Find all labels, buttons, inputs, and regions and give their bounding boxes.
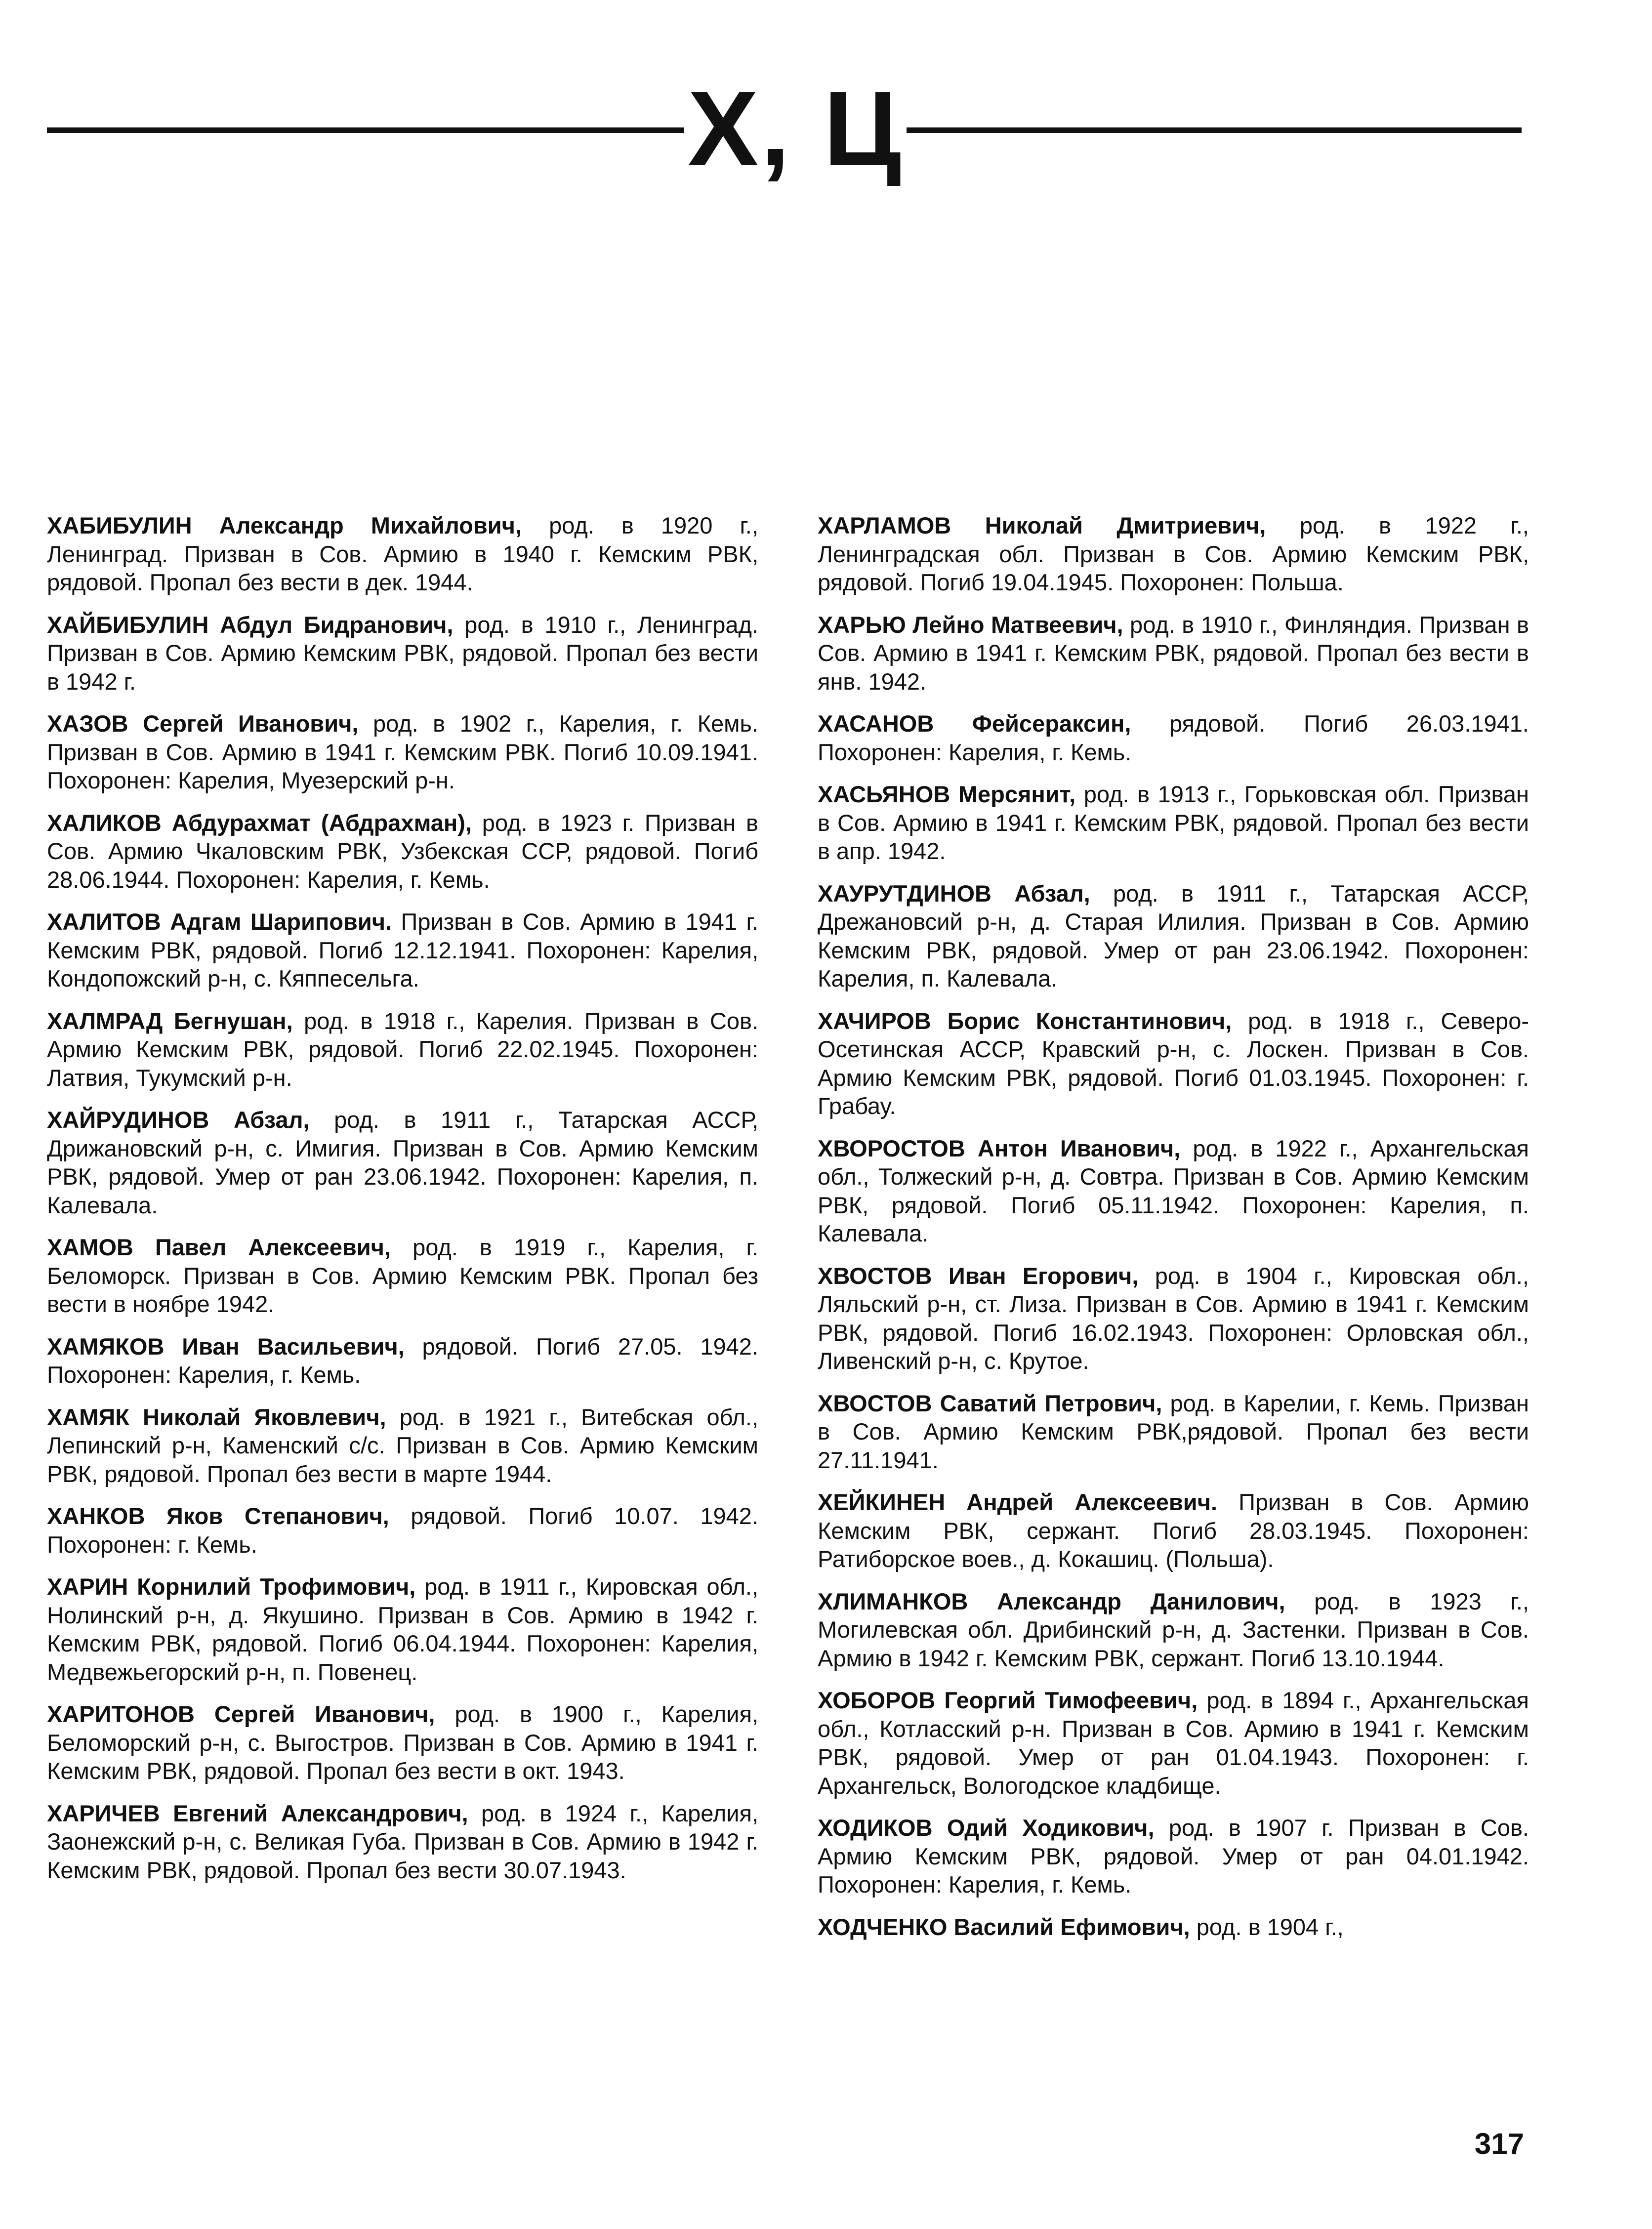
entry	[818, 1007, 1529, 1120]
section-header	[47, 69, 1522, 188]
section-letters: Х, Ц	[688, 69, 903, 188]
entry	[47, 1572, 758, 1686]
entry-name: ХАРИЧЕВ Евгений Александрович,	[47, 1800, 468, 1826]
entry	[47, 611, 758, 696]
entry-text: род. в 1910 г., Финляндия. Призван в Сов. Армию в 1941 г. Кемским РВК, рядовой. Пропал без вести в янв. 1942.	[818, 611, 1529, 695]
entry	[818, 611, 1529, 696]
header-rule-right	[907, 127, 1522, 133]
entry-text: род. в 1923 г. Призван в Сов. Армию Чкаловским РВК, Узбекская ССР, рядовой. Погиб 28.06.1944. Похоронен: Карелия, г. Кемь.	[47, 809, 758, 893]
entry-name: ХВОСТОВ Саватий Петрович,	[818, 1390, 1162, 1416]
entry-name: ХАСЬЯНОВ Мерсянит,	[818, 781, 1076, 807]
entry	[47, 511, 758, 597]
entry-text: род. в 1902 г., Карелия, г. Кемь. Призван в Сов. Армию в 1941 г. Кемским РВК. Погиб 10.09.1941. Похоронен: Карелия, Муезерский р-н.	[47, 710, 758, 793]
entry-text: рядовой. Погиб 27.05. 1942. Похоронен: Карелия, г. Кемь.	[47, 1333, 758, 1388]
entry-name: ХАЧИРОВ Борис Константинович,	[818, 1007, 1232, 1034]
entry	[47, 1106, 758, 1219]
entry	[818, 879, 1529, 993]
entry-text: род. в 1922 г., Ленинградская обл. Призван в Сов. Армию Кемским РВК, рядовой. Погиб 19.04.1945. Похоронен: Польша.	[818, 512, 1529, 595]
entry-name: ХАМЯК Николай Яковлевич,	[47, 1403, 386, 1430]
entry-name: ХАРЛАМОВ Николай Дмитриевич,	[818, 512, 1266, 538]
entry-name: ХОДЧЕНКО Василий Ефимович,	[818, 1913, 1190, 1940]
entry	[818, 709, 1529, 766]
entry	[818, 780, 1529, 866]
entry-name: ХАЗОВ Сергей Иванович,	[47, 710, 359, 737]
entry-name: ХАЛИТОВ Адгам Шарипович.	[47, 908, 392, 935]
header-rule-left	[47, 127, 684, 133]
entry-text: род. в 1913 г., Горьковская обл. Призван в Сов. Армию в 1941 г. Кемским РВК, рядовой. Пропал без вести в апр. 1942.	[818, 781, 1529, 864]
entry	[818, 1262, 1529, 1375]
entry-name: ХАСАНОВ Фейсераксин,	[818, 710, 1131, 737]
entry-text: род. в 1900 г., Карелия, Беломорский р-н, с. Выгостров. Призван в Сов. Армию в 1941 г. Кемским РВК, рядовой. Пропал без вести в окт. 1943.	[47, 1701, 758, 1784]
entry-text: род. в 1918 г., Северо-Осетинская АССР, Кравский р-н, с. Лоскен. Призван в Сов. Армию Кемским РВК, рядовой. Погиб 01.03.1945. Похоронен: г. Грабау.	[818, 1007, 1529, 1119]
entry-text: род. в 1911 г., Татарская АССР, Дрижановский р-н, с. Имигия. Призван в Сов. Армию Кемским РВК, рядовой. Умер от ран 23.06.1942. Похоронен: Карелия, п. Калевала.	[47, 1107, 759, 1218]
entry	[818, 1686, 1529, 1800]
entry-name: ХАЙБИБУЛИН Абдул Бидранович,	[47, 611, 454, 638]
entry-name: ХАЛМРАД Бегнушан,	[47, 1007, 293, 1034]
entry	[47, 809, 758, 894]
entry-name: ХАБИБУЛИН Александр Михайлович,	[47, 512, 522, 538]
entry	[818, 1814, 1529, 1899]
right-column	[818, 511, 1529, 1955]
entry	[818, 1913, 1529, 1941]
entry-name: ХАНКОВ Яков Степанович,	[47, 1503, 389, 1529]
left-column	[47, 511, 758, 1898]
entry-text: род. в 1894 г., Архангельская обл., Котласский р-н. Призван в Сов. Армию в 1941 г. Кемским РВК, рядовой. Умер от ран 01.04.1943. Похоронен: г. Архангельск, Вологодское кладбище.	[818, 1687, 1529, 1799]
entry-text: род. в 1911 г., Кировская обл., Нолинский р-н, д. Якушино. Призван в Сов. Армию в 1942 г. Кемским РВК, рядовой. Погиб 06.04.1944. Похоронен: Карелия, Медвежьегорский р-н, п. Повенец.	[47, 1573, 758, 1685]
entry-name: ХАЙРУДИНОВ Абзал,	[47, 1107, 310, 1133]
entry-name: ХАРЬЮ Лейно Матвеевич,	[818, 611, 1123, 638]
entry-name: ХВОРОСТОВ Антон Иванович,	[818, 1135, 1181, 1161]
entry	[818, 1389, 1529, 1475]
entry	[818, 1488, 1529, 1573]
entry-name: ХАЛИКОВ Абдурахмат (Абдрахман),	[47, 809, 472, 836]
entry-text: род. в 1924 г., Карелия, Заонежский р-н, с. Великая Губа. Призван в Сов. Армию в 1942 г. Кемским РВК, рядовой. Пропал без вести 30.07.1943.	[47, 1800, 758, 1883]
entry	[47, 1007, 758, 1092]
entry	[47, 1233, 758, 1319]
entry-text: род. в 1921 г., Витебская обл., Лепинский р-н, Каменский с/с. Призван в Сов. Армию Кемским РВК, рядовой. Пропал без вести в марте 1944.	[47, 1403, 758, 1487]
entry	[47, 908, 758, 993]
entry-name: ХАУРУТДИНОВ Абзал,	[818, 880, 1090, 907]
entry-text: рядовой. Погиб 26.03.1941. Похоронен: Карелия, г. Кемь.	[818, 710, 1529, 765]
entry-text: род. в 1922 г., Архангельская обл., Толжеский р-н, д. Совтра. Призван в Сов. Армию Кемским РВК, рядовой. Погиб 05.11.1942. Похоронен: Карелия, п. Калевала.	[818, 1135, 1529, 1246]
entry-name: ХАРИН Корнилий Трофимович,	[47, 1573, 416, 1600]
entry-text: род. в 1918 г., Карелия. Призван в Сов. Армию Кемским РВК, рядовой. Погиб 22.02.1945. Похоронен: Латвия, Тукумский р-н.	[47, 1007, 758, 1091]
page-number: 317	[1474, 2127, 1524, 2160]
entry-text: Призван в Сов. Армию в 1941 г. Кемским РВК, рядовой. Погиб 12.12.1941. Похоронен: Карелия, Кондопожский р-н, с. Кяппесельга.	[47, 908, 758, 991]
entry-name: ХАРИТОНОВ Сергей Иванович,	[47, 1701, 435, 1727]
entry	[47, 1700, 758, 1785]
entry-text: Призван в Сов. Армию Кемским РВК, сержант. Погиб 28.03.1945. Похоронен: Ратиборское воев., д. Кокашиц. (Польша).	[818, 1489, 1529, 1572]
entry-text: род. в 1920 г., Ленинград. Призван в Сов. Армию в 1940 г. Кемским РВК, рядовой. Пропал без вести в дек. 1944.	[47, 512, 758, 595]
entry-text: род. в 1907 г. Призван в Сов. Армию Кемским РВК, рядовой. Умер от ран 04.01.1942. Похоронен: Карелия, г. Кемь.	[818, 1815, 1529, 1898]
entry-text: род. в 1923 г., Могилевская обл. Дрибинский р-н, д. Застенки. Призван в Сов. Армию в 1942 г. Кемским РВК, сержант. Погиб 13.10.1944.	[818, 1588, 1529, 1671]
entry-text: род. в 1904 г.,	[1190, 1913, 1344, 1940]
entry-name: ХЕЙКИНЕН Андрей Алексеевич.	[818, 1489, 1218, 1515]
entry	[47, 709, 758, 795]
entry-text: род. в 1904 г., Кировская обл., Ляльский р-н, ст. Лиза. Призван в Сов. Армию в 1941 г. Кемским РВК, рядовой. Погиб 16.02.1943. Похоронен: Орловская обл., Ливенский р-н, с. Крутое.	[818, 1262, 1529, 1374]
entry-text: рядовой. Погиб 10.07. 1942. Похоронен: г. Кемь.	[47, 1503, 758, 1558]
entry	[818, 511, 1529, 597]
entry-name: ХЛИМАНКОВ Александр Данилович,	[818, 1588, 1285, 1614]
entry	[47, 1502, 758, 1559]
entry-name: ХОДИКОВ Одий Ходикович,	[818, 1815, 1155, 1841]
entry	[47, 1799, 758, 1885]
entry	[47, 1332, 758, 1389]
entry-name: ХАМЯКОВ Иван Васильевич,	[47, 1333, 405, 1360]
entry	[818, 1587, 1529, 1673]
entry-name: ХВОСТОВ Иван Егорович,	[818, 1262, 1139, 1289]
entry-text: род. в 1919 г., Карелия, г. Беломорск. Призван в Сов. Армию Кемским РВК. Пропал без вести в ноябре 1942.	[47, 1234, 758, 1317]
entry-text: род. в 1910 г., Ленинград. Призван в Сов. Армию Кемским РВК, рядовой. Пропал без вести в 1942 г.	[47, 611, 758, 695]
entry-text: род. в Карелии, г. Кемь. Призван в Сов. Армию Кемским РВК,рядовой. Пропал без вести 27.11.1941.	[818, 1390, 1529, 1473]
entry	[818, 1134, 1529, 1248]
entry-text: род. в 1911 г., Татарская АССР, Дрежановсий р-н, д. Старая Илилия. Призван в Сов. Армию Кемским РВК, рядовой. Умер от ран 23.06.1942. Похоронен: Карелия, п. Калевала.	[818, 880, 1529, 991]
entry-name: ХОБОРОВ Георгий Тимофеевич,	[818, 1687, 1198, 1713]
entry	[47, 1403, 758, 1488]
entry-name: ХАМОВ Павел Алексеевич,	[47, 1234, 391, 1260]
